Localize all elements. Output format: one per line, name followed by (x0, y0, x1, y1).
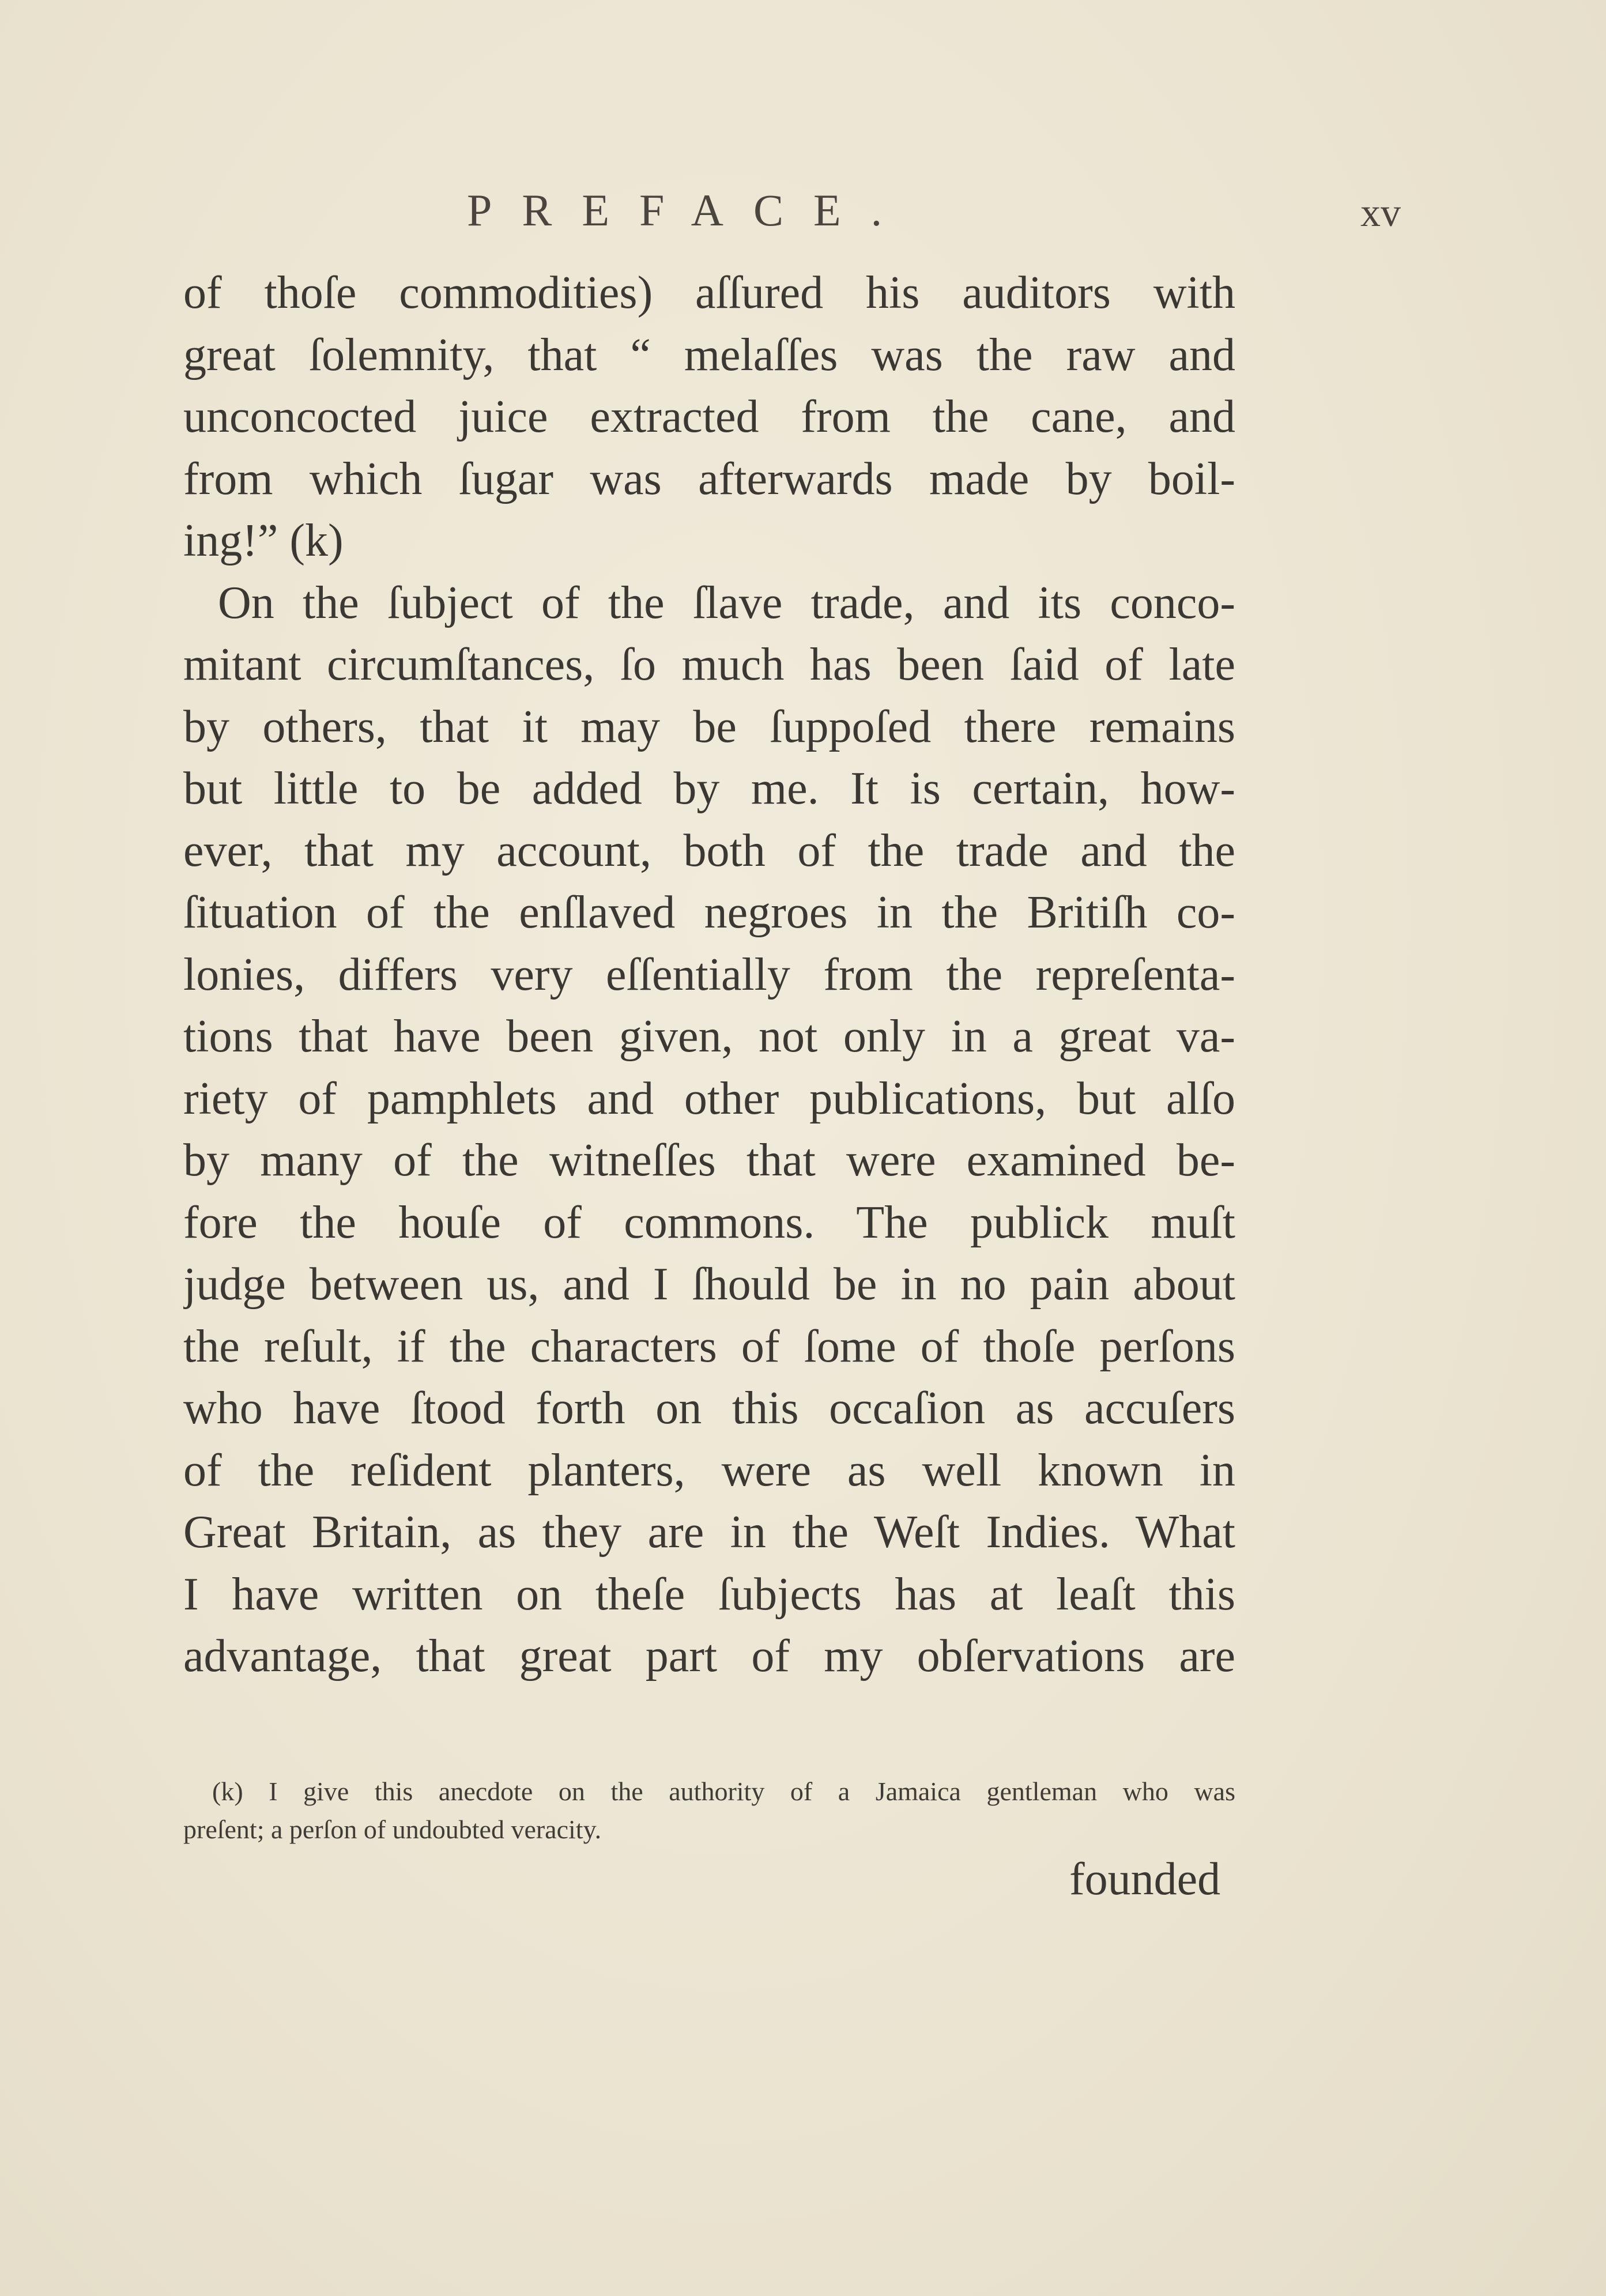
footnote-line: preſent; a perſon of undoubted veracity. (183, 1815, 602, 1844)
catchword: founded (1069, 1854, 1221, 1905)
page-number: xv (1360, 191, 1401, 235)
text-line: but little to be added by me. It is certain, how- (183, 763, 1235, 814)
text-line: ing!” (k) (183, 515, 344, 566)
text-line: great ſolemnity, that “ melaſſes was the raw and (183, 329, 1235, 380)
text-line: judge between us, and I ſhould be in no pain about (183, 1259, 1235, 1310)
body-text (183, 262, 1235, 1688)
text-line: the reſult, if the characters of ſome of thoſe perſons (183, 1321, 1235, 1372)
text-line: of the reſident planters, were as well known in (183, 1445, 1235, 1496)
text-line: unconcocted juice extracted from the cane, and (183, 391, 1235, 442)
text-line: from which ſugar was afterwards made by boil- (183, 453, 1235, 504)
text-line: fore the houſe of commons. The publick muſt (183, 1197, 1235, 1248)
text-line: riety of pamphlets and other publications, but alſo (183, 1073, 1235, 1124)
text-line: lonies, differs very eſſentially from the repreſenta- (183, 949, 1235, 1000)
page-title: PREFACE. (467, 185, 913, 235)
text-line: On the ſubject of the ſlave trade, and its conco- (218, 577, 1235, 628)
text-line: ever, that my account, both of the trade and the (183, 825, 1235, 876)
text-line: Great Britain, as they are in the Weſt Indies. What (183, 1507, 1235, 1558)
text-line: advantage, that great part of my obſervations are (183, 1631, 1235, 1682)
text-line: ſituation of the enſlaved negroes in the Britiſh co- (183, 887, 1235, 938)
text-line: by others, that it may be ſuppoſed there remains (183, 701, 1235, 752)
footnote-line: (k) I give this anecdote on the authority of a Jamaica gentleman who was (212, 1777, 1235, 1806)
footnote (183, 1773, 1235, 1849)
text-line: tions that have been given, not only in a great va- (183, 1011, 1235, 1062)
text-line: by many of the witneſſes that were examined be- (183, 1135, 1235, 1186)
running-head (0, 184, 1606, 248)
text-line: who have ſtood forth on this occaſion as accuſers (183, 1383, 1235, 1434)
text-line: I have written on theſe ſubjects has at leaſt this (183, 1569, 1235, 1620)
text-line: of thoſe commodities) aſſured his auditors with (183, 267, 1235, 318)
text-line: mitant circumſtances, ſo much has been ſaid of late (183, 639, 1235, 690)
